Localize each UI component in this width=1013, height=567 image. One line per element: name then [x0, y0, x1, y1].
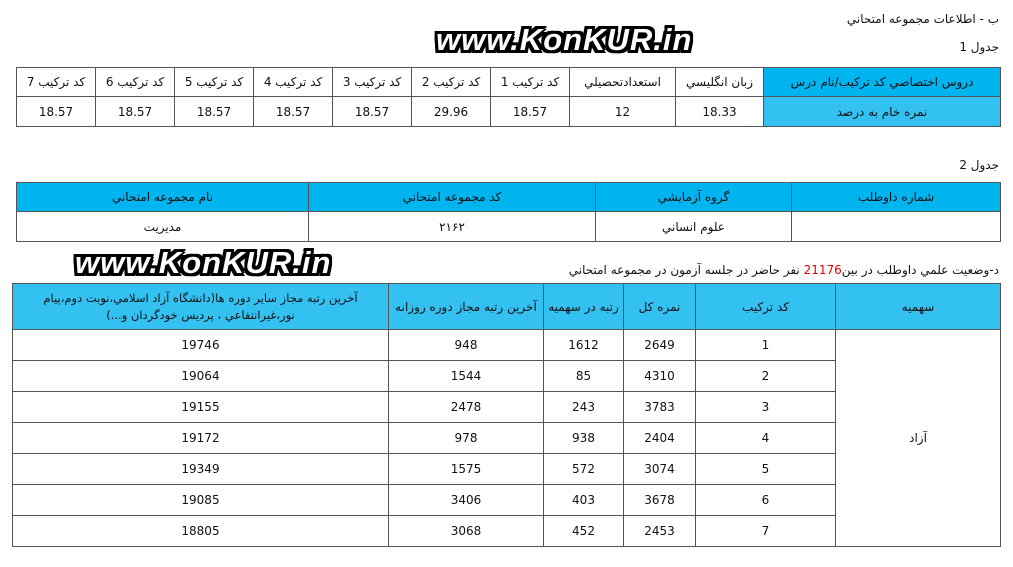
table1-col-5: كد تركيب 3 — [333, 68, 412, 97]
row1-other: 19746 — [13, 330, 389, 361]
row3-rank: 243 — [544, 392, 624, 423]
row3-day: 2478 — [389, 392, 544, 423]
row7-other: 18805 — [13, 516, 389, 547]
table3-header-other-rank: آخرين رتبه مجاز ساير دوره ها(دانشگاه آزاد اسلامي،نوبت دوم،پيام نور،غيرانتفاعي ، پرديس خودگردان و...) — [13, 284, 389, 330]
table1 — [16, 67, 1001, 127]
table2-group: علوم انساني — [596, 212, 792, 242]
table3-header-total: نمره كل — [624, 284, 696, 330]
row5-day: 1575 — [389, 454, 544, 485]
table2-header-row — [17, 183, 1001, 212]
table2-value-row — [17, 212, 1001, 242]
row6-code: 6 — [696, 485, 836, 516]
table3-header-quota-rank: رتبه در سهميه — [544, 284, 624, 330]
row2-day: 1544 — [389, 361, 544, 392]
quota-cell: آزاد — [836, 330, 1001, 547]
row5-rank: 572 — [544, 454, 624, 485]
table2-candidate-number — [792, 212, 1001, 242]
row3-other: 19155 — [13, 392, 389, 423]
table1-val-4: 29.96 — [412, 97, 491, 127]
row7-code: 7 — [696, 516, 836, 547]
table1-col-8: كد تركيب 6 — [96, 68, 175, 97]
table2-header-exam-name: نام مجموعه امتحاني — [17, 183, 309, 212]
table3-header-day-rank: آخرين رتبه مجاز دوره روزانه — [389, 284, 544, 330]
table2-header-exam-code: كد مجموعه امتحاني — [309, 183, 596, 212]
table1-value-row — [17, 97, 1001, 127]
row2-total: 4310 — [624, 361, 696, 392]
row5-code: 5 — [696, 454, 836, 485]
section-d-prefix: د-وضعيت علمي داوطلب در بين — [841, 263, 999, 277]
table2-exam-name: مديريت — [17, 212, 309, 242]
table3-header-code: كد تركيب — [696, 284, 836, 330]
table1-header-row — [17, 68, 1001, 97]
table2-caption: جدول 2 — [959, 158, 999, 172]
table2-header-candidate-number: شماره داوطلب — [792, 183, 1001, 212]
table1-col-4: كد تركيب 2 — [412, 68, 491, 97]
table1-val-1: 18.33 — [676, 97, 764, 127]
table3-header-row — [13, 284, 1001, 330]
watermark-1: www.KonKUR.in — [436, 22, 693, 57]
table1-caption: جدول 1 — [959, 40, 999, 54]
row4-other: 19172 — [13, 423, 389, 454]
row1-code: 1 — [696, 330, 836, 361]
row4-total: 2404 — [624, 423, 696, 454]
table1-col-6: كد تركيب 4 — [254, 68, 333, 97]
row6-total: 3678 — [624, 485, 696, 516]
section-b-title: ب - اطلاعات مجموعه امتحاني — [846, 12, 999, 26]
table1-label-row: نمره خام به درصد — [764, 97, 1001, 127]
table1-val-7: 18.57 — [175, 97, 254, 127]
row6-rank: 403 — [544, 485, 624, 516]
table1-val-9: 18.57 — [17, 97, 96, 127]
row4-rank: 938 — [544, 423, 624, 454]
table2-header-group: گروه آزمايشي — [596, 183, 792, 212]
table1-val-5: 18.57 — [333, 97, 412, 127]
row1-rank: 1612 — [544, 330, 624, 361]
row4-code: 4 — [696, 423, 836, 454]
watermark-2: www.KonKUR.in — [75, 245, 332, 280]
participant-count: 21176 — [803, 263, 842, 277]
table1-val-8: 18.57 — [96, 97, 175, 127]
table1-col-9: كد تركيب 7 — [17, 68, 96, 97]
table-row — [13, 330, 1001, 361]
section-d-suffix: نفر حاضر در جلسه آزمون در مجموعه امتحاني — [568, 263, 800, 277]
row2-rank: 85 — [544, 361, 624, 392]
table2-exam-code: ۲۱۶۲ — [309, 212, 596, 242]
row7-rank: 452 — [544, 516, 624, 547]
row2-code: 2 — [696, 361, 836, 392]
row6-other: 19085 — [13, 485, 389, 516]
section-d-status — [569, 263, 999, 277]
row7-day: 3068 — [389, 516, 544, 547]
row3-code: 3 — [696, 392, 836, 423]
table1-label-header: دروس اختصاصي كد تركيب/نام درس — [764, 68, 1001, 97]
table1-col-7: كد تركيب 5 — [175, 68, 254, 97]
row6-day: 3406 — [389, 485, 544, 516]
row1-total: 2649 — [624, 330, 696, 361]
table1-val-3: 18.57 — [491, 97, 570, 127]
row4-day: 978 — [389, 423, 544, 454]
row2-other: 19064 — [13, 361, 389, 392]
table1-val-6: 18.57 — [254, 97, 333, 127]
row1-day: 948 — [389, 330, 544, 361]
row3-total: 3783 — [624, 392, 696, 423]
table1-val-2: 12 — [570, 97, 676, 127]
table2 — [16, 182, 1001, 242]
table1-col-3: كد تركيب 1 — [491, 68, 570, 97]
row5-total: 3074 — [624, 454, 696, 485]
row7-total: 2453 — [624, 516, 696, 547]
table3 — [12, 283, 1001, 547]
table3-header-quota: سهميه — [836, 284, 1001, 330]
table1-col-1: زبان انگليسي — [676, 68, 764, 97]
table1-col-2: استعدادتحصيلي — [570, 68, 676, 97]
row5-other: 19349 — [13, 454, 389, 485]
